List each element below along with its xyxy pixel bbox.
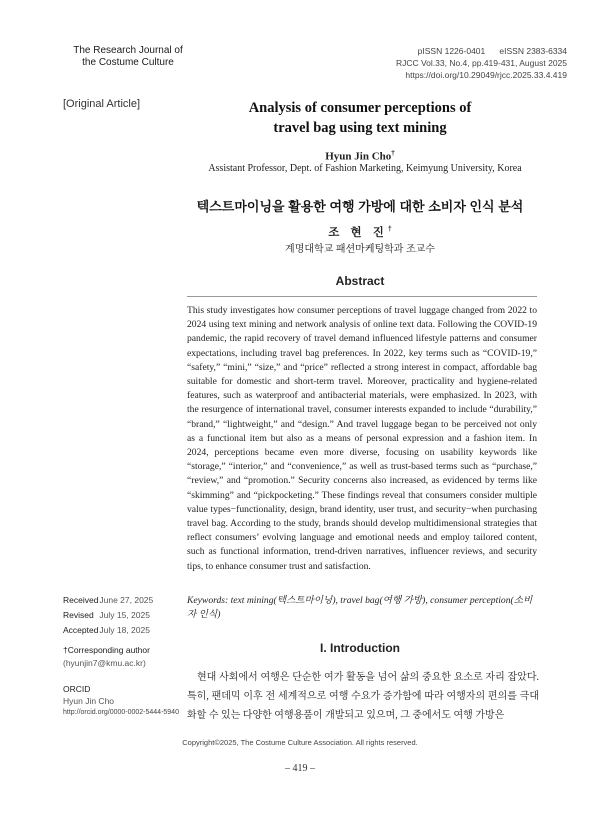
korean-title: 텍스트마이닝을 활용한 여행 가방에 대한 소비자 인식 분석 (196, 199, 524, 214)
keywords (187, 594, 539, 622)
korean-author-mark: † (387, 226, 392, 234)
author-name: Hyun Jin Cho (325, 150, 392, 163)
corresponding-author (63, 644, 150, 670)
accepted-date: July 18, 2025 (99, 625, 150, 635)
journal-name (63, 45, 193, 69)
volume-info: RJCC Vol.33, No.4, pp.419-431, August 2025 (395, 58, 567, 68)
orcid-link[interactable]: http://orcid.org/0000-0002-5444-5940 (63, 709, 179, 716)
author (190, 149, 530, 163)
abstract-text: This study investigates how consumer perceptions of travel luggage changed from 2022 to 2024 using text mining and network analysis of online text data. Following the COVID-19 pandemic, the rapid recovery of travel demand influenced lifestyle patterns and consumer expectations, including travel bag preferences. In 2022, key terms such as “COVID-19,” “safety,” “mini,” “size,” and “price” reflected a strong interest in compact, affordable bag suitable for domestic and short-term travel. Moreover, practicality and hygiene-related features, such as waterproof and antibacterial materials, were emphasized. In 2023, with the resurgence of international travel, consumer interests expanded to include “durability,” “brand,” “lightweight,” and “design.” And travel luggage began to be perceived not only as a functional item but also as a means of personal expression and a fashion item. In 2024, perceptions became even more diverse, focusing on usability keywords like “storage,” “interior,” and “convenience,” as well as trust-based terms such as “purchase,” “review,” and “promotion.” Security concerns also increased, as evidenced by terms like “skimming” and “pickpocketing.” These findings reveal that consumers consider multiple value types−functionality, design, brand identity, user trust, and security−when purchasing travel bag. According to the study, brands should develop multidimensional strategies that reflect consumers’ evolving language and emotional needs and employ tailored content, such as functional information, trend-driven narratives, influencer reviews, and security tips, to enhance consumer trust and satisfaction. (187, 305, 537, 572)
korean-author-name: 조 현 진 (328, 227, 388, 239)
introduction-heading: I. Introduction (320, 641, 400, 655)
orcid-block (63, 683, 179, 719)
received-date: June 27, 2025 (99, 595, 154, 605)
orcid-name: Hyun Jin Cho (63, 696, 115, 706)
paper-title (190, 98, 530, 138)
affiliation: Assistant Professor, Dept. of Fashion Marketing, Keimyung University, Korea (208, 163, 522, 174)
revised-date: July 15, 2025 (99, 610, 150, 620)
corresponding-email[interactable]: (hyunjin7@kmu.ac.kr) (63, 658, 146, 668)
page-number: – 419 – (285, 763, 315, 774)
accepted-label: Accepted (63, 625, 99, 635)
journal-name-line1: The Research Journal of (73, 45, 183, 56)
keywords-text: text mining(텍스트마이닝), travel bag(여행 가방), consumer perception(소비자 인식) (187, 595, 533, 621)
received-label: Received (63, 595, 99, 605)
paper-title-line2: travel bag using text mining (273, 120, 447, 136)
paper-title-line1: Analysis of consumer perceptions of (248, 100, 472, 116)
publication-meta (367, 45, 567, 81)
orcid-label: ORCID (63, 684, 91, 694)
korean-author (190, 224, 530, 240)
journal-name-line2: the Costume Culture (82, 57, 174, 68)
dates-block (63, 593, 153, 638)
doi-link[interactable]: https://doi.org/10.29049/rjcc.2025.33.4.419 (405, 70, 567, 80)
article-type: [Original Article] (63, 98, 141, 110)
keywords-label: Keywords: (187, 595, 229, 606)
issn: pISSN 1226-0401 eISSN 2383-6334 (417, 46, 567, 56)
abstract-divider (187, 296, 537, 297)
copyright: Copyright©2025, The Costume Culture Association. All rights reserved. (182, 738, 418, 747)
abstract-heading: Abstract (335, 274, 385, 288)
revised-label: Revised (63, 610, 94, 620)
author-mark: † (391, 149, 395, 157)
korean-affiliation: 계명대학교 패션마케팅학과 조교수 (285, 244, 435, 255)
introduction-text: 현대 사회에서 여행은 단순한 여가 활동을 넘어 삶의 중요한 요소로 자리 잡았다. 특히, 팬데믹 이후 전 세계적으로 여행 수요가 증가함에 따라 여행자의 편의를 극대화할 수 있는 다양한 여행용품이 개발되고 있으며, 그 중에서도 여행 가방은 (187, 672, 539, 721)
corresponding-label: †Corresponding author (63, 645, 150, 655)
